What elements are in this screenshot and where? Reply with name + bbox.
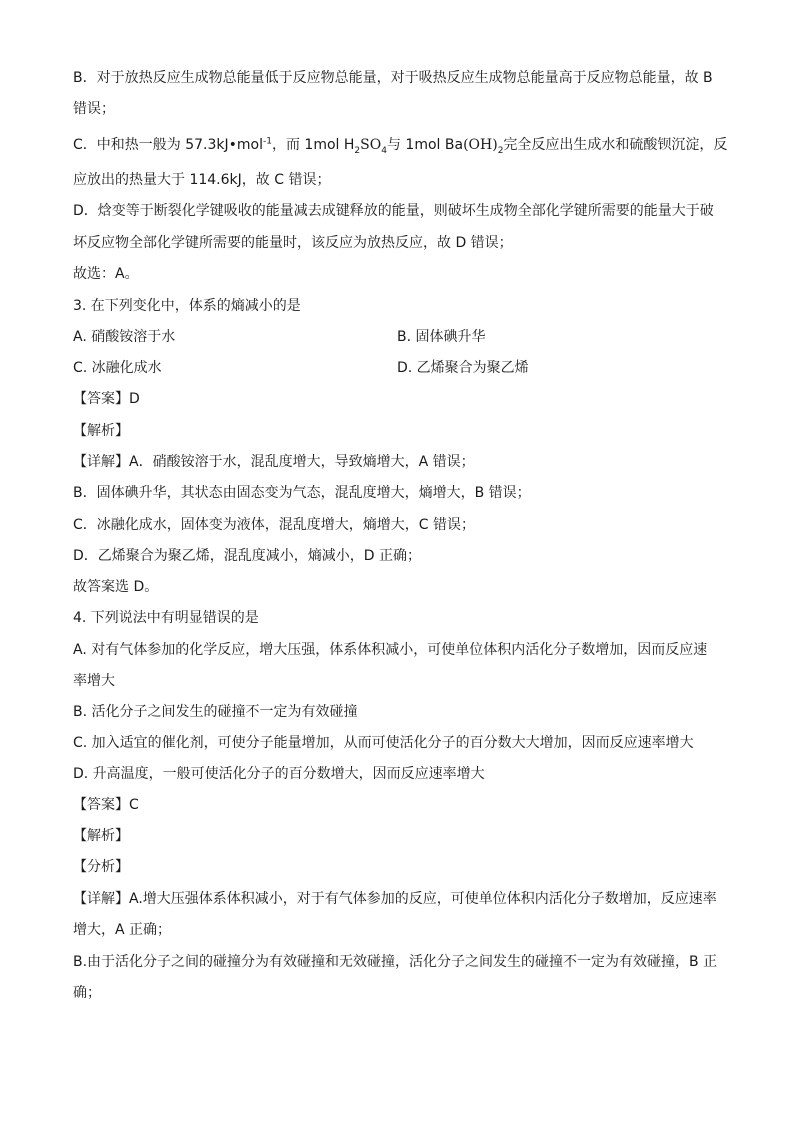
explanation-c-sub3: 2 bbox=[497, 145, 504, 156]
explanation-c-sup: -1 bbox=[263, 136, 272, 147]
q4-detail-b-line2: 确； bbox=[73, 985, 101, 1001]
q4-fenxi-heading: 【分析】 bbox=[73, 859, 129, 875]
q4-option-a-line2: 率增大 bbox=[73, 673, 115, 689]
q3-conclusion: 故答案选 D。 bbox=[73, 579, 159, 595]
q3-option-b: B. 固体碘升华 bbox=[397, 329, 486, 345]
q4-stem: 4. 下列说法中有明显错误的是 bbox=[73, 610, 259, 626]
explanation-c-unit: mol bbox=[236, 137, 263, 153]
q3-detail-a: 【详解】A．硝酸铵溶于水，混乱度增大，导致熵增大，A 错误； bbox=[73, 454, 475, 470]
explanation-d-line2: 坏反应物全部化学键所需要的能量时，该反应为放热反应，故 D 错误； bbox=[73, 235, 513, 251]
q3-answer: 【答案】D bbox=[73, 391, 140, 407]
explanation-c-sub1: 2 bbox=[354, 145, 361, 156]
explanation-c-text-a: C．中和热一般为 57.3kJ bbox=[73, 137, 229, 153]
explanation-c-text-f: 与 1mol Ba bbox=[386, 137, 464, 153]
explanation-d-line1: D．焓变等于断裂化学键吸收的能量减去成键释放的能量，则破坏生成物全部化学键所需要的能量大于破 bbox=[73, 203, 714, 219]
q3-option-d: D. 乙烯聚合为聚乙烯 bbox=[397, 360, 529, 376]
explanation-c-text-d: ，而 1mol H bbox=[271, 137, 355, 153]
q4-option-c: C. 加入适宜的催化剂，可使分子能量增加，从而可使活化分子的百分数大大增加，因而反应速率增大 bbox=[73, 735, 694, 751]
q4-analysis-heading: 【解析】 bbox=[73, 828, 129, 844]
q4-option-d: D. 升高温度，一般可使活化分子的百分数增大，因而反应速率增大 bbox=[73, 766, 485, 782]
explanation-conclusion: 故选：A。 bbox=[73, 266, 139, 282]
explanation-c-line1 bbox=[73, 135, 728, 156]
explanation-c-oh: (OH) bbox=[463, 137, 498, 153]
q3-detail-b: B．固体碘升华，其状态由固态变为气态，混乱度增大，熵增大，B 错误； bbox=[73, 485, 531, 501]
explanation-c-sub2: 4 bbox=[381, 145, 387, 156]
q4-answer: 【答案】C bbox=[73, 797, 139, 813]
q3-detail-d: D．乙烯聚合为聚乙烯，混乱度减小，熵减小，D 正确； bbox=[73, 548, 422, 564]
q3-option-c: C. 冰融化成水 bbox=[73, 360, 162, 376]
explanation-c-line2: 应放出的热量大于 114.6kJ，故 C 错误； bbox=[73, 172, 331, 188]
q4-detail-a-line1: 【详解】A.增大压强体系体积减小，对于有气体参加的反应，可使单位体积内活化分子数增加，反应速率 bbox=[73, 891, 717, 907]
q4-option-a-line1: A. 对有气体参加的化学反应，增大压强，体系体积减小，可使单位体积内活化分子数增加，因而反应速 bbox=[73, 642, 708, 658]
q4-detail-b-line1: B.由于活化分子之间的碰撞分为有效碰撞和无效碰撞，活化分子之间发生的碰撞不一定为有效碰撞，B 正 bbox=[73, 954, 718, 970]
q3-detail-c: C．冰融化成水，固体变为液体，混乱度增大，熵增大，C 错误； bbox=[73, 517, 475, 533]
explanation-b-line1: B．对于放热反应生成物总能量低于反应物总能量，对于吸热反应生成物总能量高于反应物总能量，故 B bbox=[73, 70, 713, 86]
explanation-b-line2: 错误； bbox=[73, 101, 115, 117]
q3-stem: 3. 在下列变化中，体系的熵减小的是 bbox=[73, 298, 301, 314]
q4-option-b: B. 活化分子之间发生的碰撞不一定为有效碰撞 bbox=[73, 704, 358, 720]
explanation-c-so: SO bbox=[360, 137, 382, 153]
q3-analysis-heading: 【解析】 bbox=[73, 423, 129, 439]
q3-option-a: A. 硝酸铵溶于水 bbox=[73, 329, 176, 345]
explanation-c-text-h: 完全反应出生成水和硫酸钡沉淀，反 bbox=[503, 137, 728, 153]
explanation-c-dot: • bbox=[228, 137, 237, 153]
q4-detail-a-line2: 增大，A 正确； bbox=[73, 922, 172, 938]
